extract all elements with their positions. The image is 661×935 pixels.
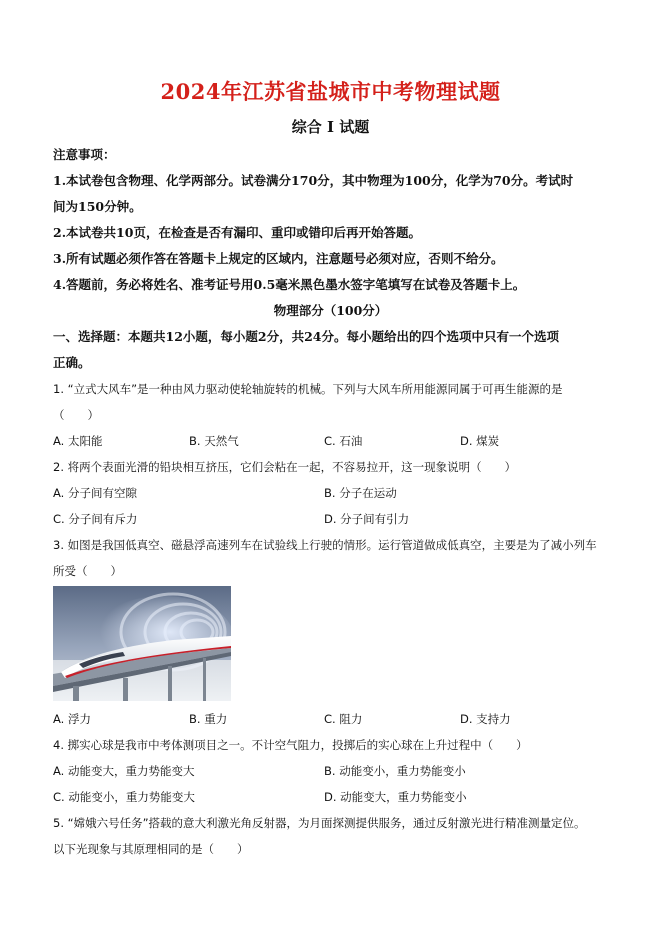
question-4-option-c: C. 动能变小，重力势能变大 (53, 790, 195, 804)
question-3-option-d: D. 支持力 (460, 712, 511, 726)
notice-line: 间为150分钟。 (53, 199, 142, 214)
notice-heading: 注意事项： (53, 147, 116, 162)
part-heading: 一、选择题：本题共12小题，每小题2分，共24分。每小题给出的四个选项中只有一个选项 (53, 329, 559, 344)
notice-line: 3.所有试题必须作答在答题卡上规定的区域内，注意题号必须对应，否则不给分。 (53, 251, 504, 266)
question-5-stem: 5. “嫦娥六号任务”搭载的意大利激光角反射器，为月面探测提供服务，通过反射激光进行精准测量定位。 (53, 816, 586, 830)
notice-line: 2.本试卷共10页，在检查是否有漏印、重印或错印后再开始答题。 (53, 225, 421, 240)
question-2-option-b: B. 分子在运动 (324, 486, 397, 500)
question-1-option-a: A. 太阳能 (53, 434, 103, 448)
question-2-option-c: C. 分子间有斥力 (53, 512, 138, 526)
question-3-stem: 所受（ ） (53, 564, 122, 578)
question-4-option-b: B. 动能变小，重力势能变小 (324, 764, 466, 778)
section-title: 物理部分（100分） (273, 303, 388, 318)
page-title: 2024年江苏省盐城市中考物理试题 (160, 79, 501, 104)
question-4-option-d: D. 动能变大，重力势能变小 (324, 790, 467, 804)
question-1-stem: 1. “立式大风车”是一种由风力驱动使轮轴旋转的机械。下列与大风车所用能源同属于可再生能源的是 (53, 382, 563, 396)
question-2-stem: 2. 将两个表面光滑的铅块相互挤压，它们会粘在一起，不容易拉开，这一现象说明（ ） (53, 460, 517, 474)
question-3-option-c: C. 阻力 (324, 712, 363, 726)
question-3-stem: 3. 如图是我国低真空、磁悬浮高速列车在试验线上行驶的情形。运行管道做成低真空，主要是为了减小列车 (53, 538, 597, 552)
question-4-option-a: A. 动能变大，重力势能变大 (53, 764, 195, 778)
maglev-train-photo (53, 586, 231, 701)
page-subtitle: 综合 I 试题 (291, 118, 370, 136)
question-2-option-a: A. 分子间有空隙 (53, 486, 137, 500)
question-1-option-c: C. 石油 (324, 434, 363, 448)
question-4-stem: 4. 掷实心球是我市中考体测项目之一。不计空气阻力，投掷后的实心球在上升过程中（ ） (53, 738, 528, 752)
part-heading: 正确。 (53, 355, 91, 370)
question-1-stem: （ ） (53, 408, 99, 422)
question-3-option-b: B. 重力 (189, 712, 228, 726)
notice-line: 4.答题前，务必将姓名、准考证号用0.5毫米黑色墨水签字笔填写在试卷及答题卡上。 (53, 277, 526, 292)
question-1-option-d: D. 煤炭 (460, 434, 500, 448)
question-1-option-b: B. 天然气 (189, 434, 239, 448)
question-3-option-a: A. 浮力 (53, 712, 91, 726)
question-2-option-d: D. 分子间有引力 (324, 512, 410, 526)
notice-line: 1.本试卷包含物理、化学两部分。试卷满分170分，其中物理为100分，化学为70分。考试时 (53, 173, 574, 188)
question-5-stem: 以下光现象与其原理相同的是（ ） (53, 842, 249, 856)
